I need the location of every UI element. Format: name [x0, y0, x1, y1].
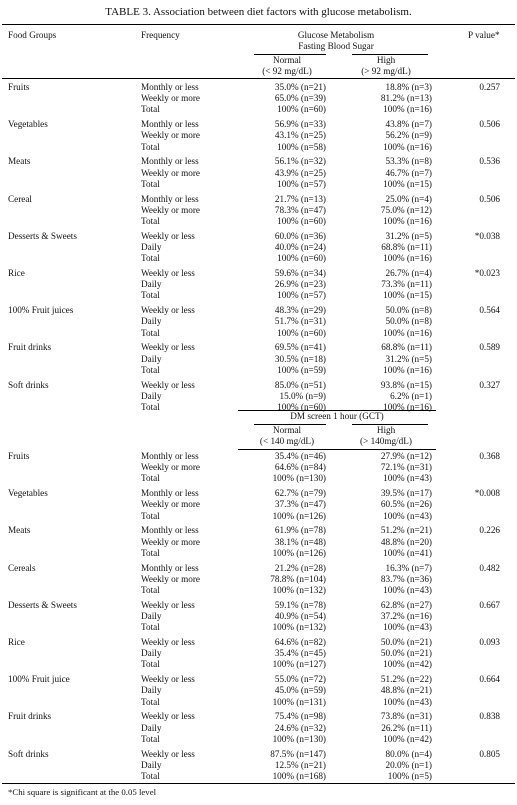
high-value-cell: 26.2% (n=11): [381, 722, 432, 733]
normal-value-cell: 100% (n=131): [272, 696, 326, 707]
normal-value-cell: 100% (n=57): [277, 290, 326, 301]
high-value-cell: 100% (n=5): [387, 771, 432, 781]
normal-value-cell: 51.7% (n=31): [274, 316, 326, 327]
header-frequency: Frequency: [141, 30, 180, 40]
high-value-cell: 100% (n=16): [383, 216, 432, 226]
table-row: [0, 585, 517, 596]
normal-value-cell: 100% (n=57): [277, 178, 326, 189]
high-value-cell: 53.3% (n=8): [385, 156, 432, 167]
normal-value-cell: 37.3% (n=47): [274, 499, 326, 510]
section2-high-range: (> 140mg/dL): [360, 436, 412, 446]
high-value-cell: 100% (n=16): [383, 104, 432, 115]
high-value-cell: 100% (n=43): [383, 510, 432, 521]
frequency-cell: Weekly or less: [141, 230, 195, 241]
header-rule: [2, 78, 515, 79]
high-value-cell: 37.2% (n=16): [380, 611, 432, 621]
frequency-cell: Daily: [141, 722, 162, 733]
high-value-cell: 100% (n=41): [383, 547, 432, 558]
high-value-cell: 100% (n=42): [383, 659, 432, 670]
high-value-cell: 39.5% (n=17): [380, 488, 432, 499]
frequency-cell: Total: [141, 510, 160, 521]
high-value-cell: 73.8% (n=31): [380, 711, 432, 722]
table-row: [0, 548, 517, 559]
high-value-cell: 48.8% (n=21): [380, 685, 432, 696]
frequency-cell: Total: [141, 364, 160, 375]
high-value-cell: 51.2% (n=22): [380, 674, 432, 685]
frequency-cell: Daily: [141, 390, 162, 401]
food-group-cell: Cereal: [8, 193, 32, 204]
section1-high-label: High: [376, 55, 396, 65]
p-value-cell: 0.564: [479, 305, 500, 316]
frequency-cell: Weekly or more: [141, 167, 200, 178]
frequency-cell: Total: [141, 696, 160, 707]
p-value-cell: 0.838: [479, 711, 500, 722]
table-row: [0, 637, 517, 648]
high-value-cell: 100% (n=16): [383, 141, 432, 152]
p-value-cell: 0.506: [479, 119, 500, 130]
table-row: [0, 82, 517, 93]
table-row: [0, 499, 517, 510]
table-row: [0, 179, 517, 190]
high-value-cell: 46.7% (n=7): [385, 167, 432, 178]
high-value-cell: 56.2% (n=9): [385, 130, 432, 141]
frequency-cell: Total: [141, 290, 160, 301]
p-value-cell: 0.805: [479, 748, 500, 759]
p-value-cell: 0.482: [479, 562, 500, 573]
table-row: [0, 648, 517, 659]
normal-value-cell: 69.5% (n=41): [274, 342, 326, 353]
normal-value-cell: 59.1% (n=78): [274, 599, 326, 610]
high-value-cell: 25.0% (n=4): [385, 193, 432, 204]
normal-value-cell: 100% (n=60): [277, 253, 326, 264]
frequency-cell: Total: [141, 659, 160, 670]
table-row: [0, 342, 517, 353]
high-value-cell: 100% (n=43): [383, 473, 432, 484]
food-group-cell: Rice: [8, 637, 25, 647]
food-group-cell: Desserts & Sweets: [8, 599, 77, 610]
high-value-cell: 50.0% (n=8): [385, 305, 432, 316]
normal-value-cell: 64.6% (n=84): [274, 462, 326, 473]
normal-value-cell: 75.4% (n=98): [274, 711, 326, 722]
table-row: [0, 525, 517, 536]
frequency-cell: Weekly or more: [141, 130, 200, 141]
normal-value-cell: 35.4% (n=46): [274, 451, 326, 461]
table-row: [0, 290, 517, 301]
table-row: [0, 563, 517, 574]
table-row: [0, 537, 517, 548]
high-value-cell: 100% (n=16): [383, 253, 432, 264]
table-row: [0, 771, 517, 782]
table-row: [0, 697, 517, 708]
table-row: [0, 462, 517, 473]
frequency-cell: Total: [141, 473, 160, 484]
table-row: [0, 574, 517, 585]
food-group-cell: Fruit drinks: [8, 711, 52, 722]
high-value-cell: 68.8% (n=11): [381, 242, 432, 252]
frequency-cell: Monthly or less: [141, 82, 199, 92]
frequency-cell: Monthly or less: [141, 193, 199, 204]
p-value-cell: 0.664: [479, 674, 500, 685]
normal-value-cell: 78.3% (n=47): [274, 204, 326, 215]
frequency-cell: Monthly or less: [141, 451, 199, 461]
p-value-cell: *0.038: [474, 230, 500, 241]
normal-value-cell: 38.1% (n=48): [274, 536, 326, 547]
normal-value-cell: 48.3% (n=29): [274, 305, 326, 316]
top-rule: [2, 24, 515, 25]
normal-value-cell: 61.9% (n=78): [274, 525, 326, 536]
frequency-cell: Weekly or less: [141, 268, 195, 278]
normal-value-cell: 65.0% (n=39): [274, 93, 326, 104]
p-value-cell: 0.506: [479, 193, 500, 204]
section2-normal-label: Normal: [272, 425, 302, 435]
normal-value-cell: 100% (n=132): [272, 622, 326, 633]
normal-value-cell: 100% (n=127): [272, 659, 326, 670]
frequency-cell: Weekly or more: [141, 462, 200, 473]
high-value-cell: 100% (n=16): [383, 402, 432, 412]
normal-value-cell: 43.1% (n=25): [274, 130, 326, 141]
p-value-cell: 0.226: [479, 525, 500, 536]
food-group-cell: Meats: [8, 525, 31, 536]
p-value-cell: 0.257: [479, 82, 500, 92]
high-value-cell: 100% (n=16): [383, 364, 432, 375]
frequency-cell: Total: [141, 327, 160, 338]
bottom-rule: [2, 783, 515, 784]
normal-value-cell: 85.0% (n=51): [274, 379, 326, 390]
high-value-cell: 50.0% (n=8): [385, 316, 432, 327]
table-row: [0, 305, 517, 316]
food-group-cell: Vegetables: [8, 119, 48, 130]
header-fasting-blood-sugar: Fasting Blood Sugar: [298, 41, 374, 51]
normal-value-cell: 60.0% (n=36): [274, 230, 326, 241]
section1-high-range: (> 92 mg/dL): [361, 66, 411, 76]
normal-value-cell: 62.7% (n=79): [274, 488, 326, 499]
table-row: [0, 451, 517, 462]
table-row: [0, 354, 517, 365]
frequency-cell: Weekly or less: [141, 711, 195, 722]
high-value-cell: 51.2% (n=21): [380, 525, 432, 536]
p-value-cell: 0.667: [479, 599, 500, 610]
normal-value-cell: 100% (n=60): [277, 216, 326, 226]
table-row: [0, 231, 517, 242]
normal-value-cell: 40.0% (n=24): [274, 242, 326, 252]
high-value-cell: 6.2% (n=1): [390, 390, 432, 401]
p-value-cell: 0.536: [479, 156, 500, 167]
food-group-cell: Soft drinks: [8, 379, 49, 390]
high-value-cell: 93.8% (n=15): [380, 379, 432, 390]
table-row: [0, 242, 517, 253]
normal-value-cell: 30.5% (n=18): [274, 353, 326, 364]
frequency-cell: Weekly or less: [141, 342, 195, 353]
p-value-cell: *0.008: [474, 488, 500, 499]
frequency-cell: Daily: [141, 648, 162, 659]
normal-value-cell: 45.0% (n=59): [274, 685, 326, 696]
normal-value-cell: 12.5% (n=21): [274, 759, 326, 770]
food-group-cell: Fruits: [8, 82, 30, 92]
table-row: [0, 600, 517, 611]
footnote: *Chi square is significant at the 0.05 level: [8, 787, 157, 797]
frequency-cell: Weekly or less: [141, 379, 195, 390]
table-row: [0, 279, 517, 290]
high-value-cell: 100% (n=43): [383, 622, 432, 633]
frequency-cell: Monthly or less: [141, 525, 199, 536]
p-value-cell: 0.368: [479, 451, 500, 461]
frequency-cell: Total: [141, 104, 160, 115]
high-value-cell: 18.8% (n=3): [385, 82, 432, 92]
food-group-cell: Cereals: [8, 562, 36, 573]
normal-value-cell: 35.4% (n=45): [274, 648, 326, 659]
food-group-cell: Soft drinks: [8, 748, 49, 759]
high-value-cell: 62.8% (n=27): [380, 599, 432, 610]
high-value-cell: 72.1% (n=31): [380, 462, 432, 473]
frequency-cell: Weekly or more: [141, 573, 200, 584]
normal-value-cell: 55.0% (n=72): [274, 674, 326, 685]
high-value-cell: 73.3% (n=11): [381, 279, 432, 290]
normal-value-cell: 100% (n=126): [272, 510, 326, 521]
high-value-cell: 43.8% (n=7): [385, 119, 432, 130]
table-row: [0, 142, 517, 153]
normal-value-cell: 100% (n=60): [277, 327, 326, 338]
high-value-cell: 100% (n=43): [383, 585, 432, 595]
food-group-cell: Meats: [8, 156, 31, 167]
normal-value-cell: 21.2% (n=28): [274, 562, 326, 573]
header-food-groups: Food Groups: [8, 30, 57, 40]
table-row: [0, 268, 517, 279]
frequency-cell: Weekly or less: [141, 599, 195, 610]
normal-value-cell: 59.6% (n=34): [274, 268, 326, 278]
section1-normal-label: Normal: [272, 55, 302, 65]
frequency-cell: Weekly or more: [141, 93, 200, 104]
high-value-cell: 16.3% (n=7): [385, 562, 432, 573]
table-row: [0, 194, 517, 205]
frequency-cell: Total: [141, 585, 160, 595]
high-value-cell: 48.8% (n=20): [380, 536, 432, 547]
frequency-cell: Total: [141, 771, 160, 781]
high-value-cell: 68.8% (n=11): [381, 342, 432, 353]
high-value-cell: 20.0% (n=1): [385, 759, 432, 770]
frequency-cell: Total: [141, 216, 160, 226]
high-value-cell: 80.0% (n=4): [385, 748, 432, 759]
food-group-cell: 100% Fruit juice: [8, 674, 70, 685]
p-value-cell: *0.023: [474, 268, 500, 278]
frequency-cell: Daily: [141, 685, 162, 696]
frequency-cell: Weekly or less: [141, 637, 195, 647]
table-row: [0, 473, 517, 484]
table-row: [0, 93, 517, 104]
frequency-cell: Monthly or less: [141, 156, 199, 167]
high-value-cell: 26.7% (n=4): [385, 268, 432, 278]
table-row: [0, 365, 517, 376]
frequency-cell: Monthly or less: [141, 488, 199, 499]
frequency-cell: Daily: [141, 611, 162, 621]
high-value-cell: 100% (n=15): [383, 290, 432, 301]
normal-value-cell: 100% (n=60): [277, 402, 326, 412]
normal-value-cell: 100% (n=132): [272, 585, 326, 595]
high-value-cell: 31.2% (n=5): [385, 353, 432, 364]
high-value-cell: 100% (n=16): [383, 327, 432, 338]
normal-value-cell: 100% (n=168): [272, 771, 326, 781]
table-row: [0, 253, 517, 264]
table-title: TABLE 3. Association between diet factors with glucose metabolism.: [105, 6, 412, 18]
table-row: [0, 711, 517, 722]
frequency-cell: Total: [141, 253, 160, 264]
high-value-cell: 50.0% (n=21): [380, 637, 432, 647]
normal-value-cell: 100% (n=58): [277, 141, 326, 152]
p-value-cell: 0.589: [479, 342, 500, 353]
normal-value-cell: 35.0% (n=21): [274, 82, 326, 92]
frequency-cell: Total: [141, 141, 160, 152]
table-row: [0, 659, 517, 670]
table-row: [0, 104, 517, 115]
food-group-cell: Vegetables: [8, 488, 48, 499]
table-row: [0, 328, 517, 339]
frequency-cell: Weekly or less: [141, 305, 195, 316]
high-value-cell: 100% (n=15): [383, 178, 432, 189]
table-row: [0, 611, 517, 622]
normal-value-cell: 40.9% (n=54): [274, 611, 326, 621]
food-group-cell: Desserts & Sweets: [8, 230, 77, 241]
table-row: [0, 130, 517, 141]
normal-value-cell: 87.5% (n=147): [270, 748, 326, 759]
section2-header-line: [238, 449, 436, 450]
frequency-cell: Total: [141, 402, 160, 412]
normal-value-cell: 56.1% (n=32): [274, 156, 326, 167]
normal-value-cell: 21.7% (n=13): [274, 193, 326, 204]
frequency-cell: Daily: [141, 242, 162, 252]
table-row: [0, 316, 517, 327]
high-value-cell: 83.7% (n=36): [380, 573, 432, 584]
frequency-cell: Weekly or less: [141, 674, 195, 685]
frequency-cell: Weekly or less: [141, 748, 195, 759]
section2-high-label: High: [376, 425, 396, 435]
header-glucose-metabolism: Glucose Metabolism: [297, 30, 375, 40]
frequency-cell: Daily: [141, 316, 162, 327]
high-value-cell: 60.5% (n=26): [380, 499, 432, 510]
frequency-cell: Weekly or more: [141, 499, 200, 510]
high-value-cell: 27.9% (n=12): [380, 451, 432, 461]
frequency-cell: Monthly or less: [141, 562, 199, 573]
frequency-cell: Total: [141, 547, 160, 558]
normal-value-cell: 26.9% (n=23): [274, 279, 326, 290]
table-row: [0, 380, 517, 391]
frequency-cell: Daily: [141, 759, 162, 770]
table-row: [0, 674, 517, 685]
high-value-cell: 81.2% (n=13): [380, 93, 432, 104]
frequency-cell: Total: [141, 622, 160, 633]
normal-value-cell: 100% (n=60): [277, 104, 326, 115]
table-row: [0, 391, 517, 402]
high-value-cell: 50.0% (n=21): [380, 648, 432, 659]
p-value-cell: 0.093: [479, 637, 500, 647]
table-row: [0, 488, 517, 499]
food-group-cell: 100% Fruit juices: [8, 305, 74, 316]
normal-value-cell: 100% (n=126): [272, 547, 326, 558]
frequency-cell: Daily: [141, 279, 162, 290]
frequency-cell: Monthly or less: [141, 119, 199, 130]
normal-value-cell: 100% (n=130): [272, 733, 326, 744]
normal-value-cell: 78.8% (n=104): [270, 573, 326, 584]
high-value-cell: 31.2% (n=5): [385, 230, 432, 241]
food-group-cell: Rice: [8, 268, 25, 278]
normal-value-cell: 64.6% (n=82): [274, 637, 326, 647]
section2-normal-range: (< 140 mg/dL): [259, 436, 315, 446]
normal-value-cell: 100% (n=130): [272, 473, 326, 484]
section2-heading: DM screen 1 hour (GCT): [290, 411, 384, 421]
high-value-cell: 100% (n=42): [383, 733, 432, 744]
frequency-cell: Total: [141, 733, 160, 744]
frequency-cell: Weekly or more: [141, 536, 200, 547]
food-group-cell: Fruits: [8, 451, 30, 461]
frequency-cell: Total: [141, 178, 160, 189]
table-row: [0, 734, 517, 745]
p-value-cell: 0.327: [479, 379, 500, 390]
normal-value-cell: 43.9% (n=25): [274, 167, 326, 178]
table-row: [0, 216, 517, 227]
table-row: [0, 749, 517, 760]
normal-value-cell: 15.0% (n=9): [279, 390, 326, 401]
section1-normal-range: (< 92 mg/dL): [262, 66, 312, 76]
high-value-cell: 75.0% (n=12): [380, 204, 432, 215]
table-row: [0, 156, 517, 167]
normal-value-cell: 56.9% (n=33): [274, 119, 326, 130]
normal-value-cell: 24.6% (n=32): [274, 722, 326, 733]
table-row: [0, 168, 517, 179]
frequency-cell: Daily: [141, 353, 162, 364]
table-row: [0, 511, 517, 522]
frequency-cell: Weekly or more: [141, 204, 200, 215]
header-p-value: P value*: [468, 30, 500, 40]
table-row: [0, 119, 517, 130]
high-value-cell: 100% (n=43): [383, 696, 432, 707]
table-row: [0, 205, 517, 216]
table-row: [0, 685, 517, 696]
table-row: [0, 760, 517, 771]
table-row: [0, 723, 517, 734]
food-group-cell: Fruit drinks: [8, 342, 52, 353]
normal-value-cell: 100% (n=59): [277, 364, 326, 375]
table-row: [0, 622, 517, 633]
